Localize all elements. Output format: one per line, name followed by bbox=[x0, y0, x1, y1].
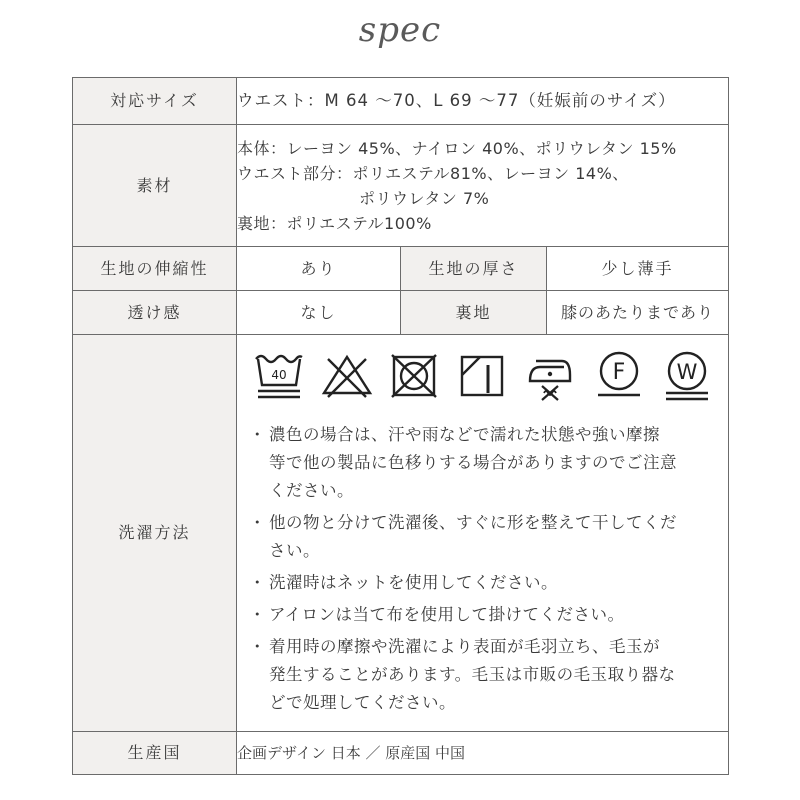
material-value bbox=[237, 125, 729, 247]
row-material bbox=[73, 125, 729, 247]
material-line-3: ポリウレタン 7% bbox=[359, 188, 490, 208]
lining-value: 膝のあたりまであり bbox=[547, 291, 729, 335]
size-value: ウエスト：M 64 ～70、L 69 ～77（妊娠前のサイズ） bbox=[237, 78, 729, 125]
origin-value: 企画デザイン 日本 ／ 原産国 中国 bbox=[237, 732, 729, 775]
no-tumble-dry-icon bbox=[388, 349, 442, 403]
size-label: 対応サイズ bbox=[73, 78, 237, 125]
spec-table bbox=[72, 77, 729, 775]
stretch-value: あり bbox=[237, 247, 401, 291]
washing-note-5: ・ 着用時の摩擦や洗濯により表面が毛羽立ち、毛玉が 発生することがあります。毛玉は市販の毛玉取り器な どで処理してください。 bbox=[249, 637, 676, 712]
thickness-value: 少し薄手 bbox=[547, 247, 729, 291]
wash-40-gentle-icon bbox=[252, 349, 306, 403]
svg-text:F: F bbox=[612, 360, 625, 385]
material-line-2: ウエスト部分：ポリエステル81%、レーヨン 14%、 bbox=[237, 163, 629, 183]
washing-label: 洗濯方法 bbox=[73, 335, 237, 732]
row-washing bbox=[73, 335, 729, 732]
washing-notes bbox=[237, 421, 728, 717]
thickness-label: 生地の厚さ bbox=[401, 247, 547, 291]
sheer-label: 透け感 bbox=[73, 291, 237, 335]
stretch-label: 生地の伸縮性 bbox=[73, 247, 237, 291]
svg-text:40: 40 bbox=[270, 368, 287, 382]
washing-value bbox=[237, 335, 729, 732]
wet-clean-w-icon bbox=[660, 349, 714, 403]
hang-dry-shade-icon bbox=[456, 349, 510, 403]
sheer-value: なし bbox=[237, 291, 401, 335]
care-icons bbox=[237, 349, 728, 403]
material-line-1: 本体：レーヨン 45%、ナイロン 40%、ポリウレタン 15% bbox=[237, 138, 677, 158]
washing-note-4: ・ アイロンは当て布を使用して掛けてください。 bbox=[249, 605, 625, 624]
row-origin bbox=[73, 732, 729, 775]
no-bleach-icon bbox=[320, 349, 374, 403]
material-line-4: 裏地：ポリエステル100% bbox=[237, 213, 432, 233]
row-size bbox=[73, 78, 729, 125]
lining-label: 裏地 bbox=[401, 291, 547, 335]
material-label: 素材 bbox=[73, 125, 237, 247]
washing-note-3: ・ 洗濯時はネットを使用してください。 bbox=[249, 573, 558, 592]
row-stretch-thickness bbox=[73, 247, 729, 291]
page-title: spec bbox=[358, 10, 442, 50]
dry-clean-f-icon bbox=[592, 349, 646, 403]
washing-note-1: ・ 濃色の場合は、汗や雨などで濡れた状態や強い摩擦 等で他の製品に色移りする場合がありますのでご注意 ください。 bbox=[249, 425, 677, 500]
svg-text:W: W bbox=[676, 360, 697, 384]
origin-label: 生産国 bbox=[73, 732, 237, 775]
washing-note-2: ・ 他の物と分けて洗濯後、すぐに形を整えて干してくだ さい。 bbox=[249, 513, 677, 560]
row-sheer-lining bbox=[73, 291, 729, 335]
iron-low-no-steam-icon bbox=[524, 349, 578, 403]
